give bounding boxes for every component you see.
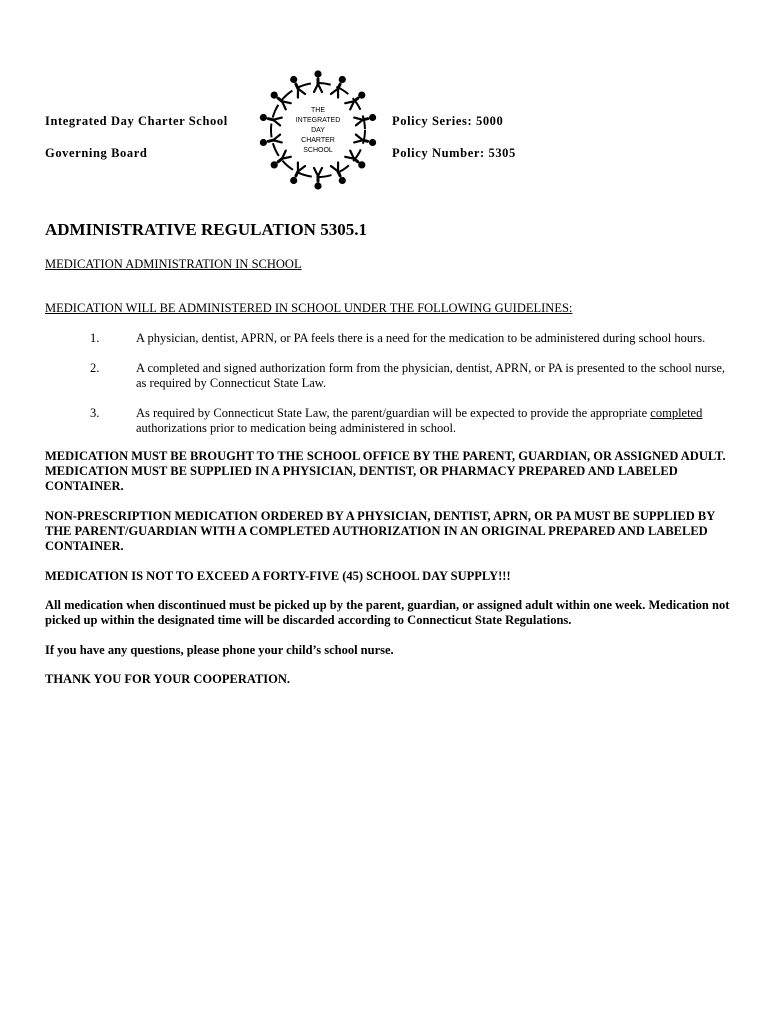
guideline-3-text-end: authorizations prior to medication being administered in school.: [136, 421, 457, 435]
logo-text-line1: THE: [311, 107, 325, 114]
guideline-1-number: 1.: [90, 331, 100, 345]
guidelines-heading: MEDICATION WILL BE ADMINISTERED IN SCHOOL UNDER THE FOLLOWING GUIDELINES:: [45, 301, 573, 315]
child-figure: [314, 168, 322, 190]
child-figure: [314, 70, 322, 92]
paragraph-supply-limit: MEDICATION IS NOT TO EXCEED A FORTY-FIVE (45) SCHOOL DAY SUPPLY!!!: [45, 569, 511, 583]
guideline-3-underlined-word: completed: [650, 406, 703, 420]
subtitle: MEDICATION ADMINISTRATION IN SCHOOL: [45, 257, 302, 271]
governing-board-label: Governing Board: [45, 146, 148, 160]
paragraph-questions: If you have any questions, please phone your child’s school nurse.: [45, 643, 394, 657]
guideline-2-number: 2.: [90, 361, 100, 375]
guideline-2-text: A completed and signed authorization form from the physician, dentist, APRN, or PA is presented to the school nurse, as required by Connecticut State Law.: [136, 361, 726, 390]
child-figure: [290, 163, 305, 185]
paragraph-non-prescription: NON-PRESCRIPTION MEDICATION ORDERED BY A PHYSICIAN, DENTIST, APRN, OR PA MUST BE SUPPLIED BY THE PARENT/GUARDIAN WITH A COMPLETED AUTHORIZATION IN AN ORIGINAL PREPARED AND LABELED CONTAINER.: [45, 509, 715, 553]
logo-text-line3: DAY: [311, 127, 325, 134]
guideline-3-text: [136, 406, 726, 436]
paragraph-thank-you: THANK YOU FOR YOUR COOPERATION.: [45, 672, 291, 686]
guideline-1-text: A physician, dentist, APRN, or PA feels there is a need for the medication to be administered during school hours.: [136, 331, 706, 345]
policy-series: Policy Series: 5000: [392, 114, 504, 128]
logo-text-line5: SCHOOL: [303, 147, 333, 154]
guideline-3-number: 3.: [90, 406, 100, 420]
school-name: Integrated Day Charter School: [45, 114, 228, 128]
paragraph-discontinued: All medication when discontinued must be picked up by the parent, guardian, or assigned adult within one week. Medication not picked up within the designated time will be discarded according to Connecticut State Regulations.: [45, 598, 730, 627]
page-title: ADMINISTRATIVE REGULATION 5305.1: [45, 220, 367, 239]
logo-text-line2: INTEGRATED: [295, 117, 341, 124]
school-logo: [254, 66, 382, 194]
policy-number: Policy Number: 5305: [392, 146, 516, 160]
logo-text-line4: CHARTER: [301, 137, 335, 144]
guideline-3-text-start: As required by Connecticut State Law, the parent/guardian will be expected to provide the appropriate: [136, 406, 651, 420]
paragraph-supply-container: MEDICATION MUST BE BROUGHT TO THE SCHOOL OFFICE BY THE PARENT, GUARDIAN, OR ASSIGNED ADULT. MEDICATION MUST BE SUPPLIED IN A PHYSICIAN, DENTIST, OR PHARMACY PREPARED AND LABELED CONTAINER.: [45, 449, 726, 493]
